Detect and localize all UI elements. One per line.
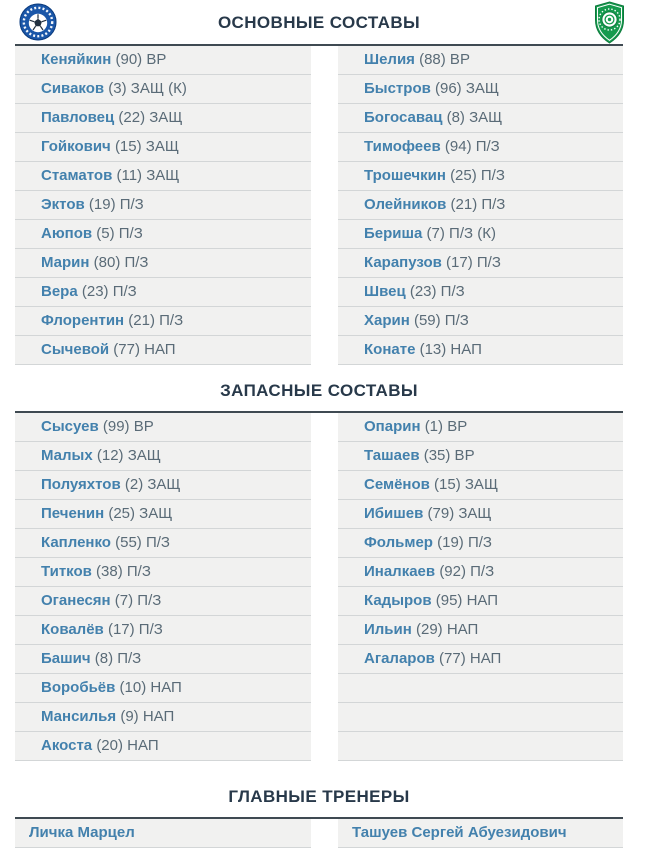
- player-name-link[interactable]: Ибишев: [364, 505, 424, 522]
- player-row: [15, 500, 311, 529]
- player-number-position: (8) ЗАЩ: [446, 109, 503, 126]
- player-row: [338, 75, 623, 104]
- player-number-position: (7) П/З (К): [426, 225, 496, 242]
- player-row: [15, 191, 311, 220]
- player-number-position: (11) ЗАЩ: [116, 167, 180, 184]
- home-team-crest-icon[interactable]: [19, 3, 57, 46]
- player-name-link[interactable]: Печенин: [41, 505, 105, 522]
- section-head-coaches: [15, 787, 623, 848]
- player-name-link[interactable]: Иналкаев: [364, 563, 436, 580]
- player-row: [15, 558, 311, 587]
- player-row: [15, 616, 311, 645]
- player-name-link[interactable]: Агаларов: [364, 650, 435, 667]
- player-number-position: (92) П/З: [439, 563, 495, 580]
- player-row: [15, 336, 311, 365]
- home-main-squad-list: [15, 46, 311, 365]
- subs-columns: [15, 411, 623, 761]
- player-number-position: (94) П/З: [444, 138, 500, 155]
- player-row: [338, 220, 623, 249]
- coach-row: [338, 819, 623, 848]
- player-number-position: (1) ВР: [424, 418, 468, 435]
- player-number-position: (35) ВР: [423, 447, 475, 464]
- player-number-position: (99) ВР: [102, 418, 154, 435]
- player-number-position: (10) НАП: [119, 679, 182, 696]
- player-name-link[interactable]: Полуяхтов: [41, 476, 121, 493]
- player-number-position: (7) П/З: [114, 592, 162, 609]
- player-number-position: (88) ВР: [419, 51, 470, 68]
- player-row: [338, 500, 623, 529]
- player-number-position: (29) НАП: [415, 621, 479, 638]
- player-number-position: (22) ЗАЩ: [118, 109, 183, 126]
- player-row: [15, 645, 311, 674]
- player-row: [338, 616, 623, 645]
- player-name-link[interactable]: Ташаев: [364, 447, 420, 464]
- player-row: [15, 278, 311, 307]
- player-name-link[interactable]: Павловец: [41, 109, 115, 126]
- player-name-link[interactable]: Вера: [41, 283, 78, 300]
- player-number-position: (90) ВР: [115, 51, 167, 68]
- player-row: [15, 587, 311, 616]
- player-number-position: (19) П/З: [88, 196, 144, 213]
- player-name-link[interactable]: Марин: [41, 254, 90, 271]
- player-number-position: (77) НАП: [113, 341, 176, 358]
- player-number-position: (21) П/З: [128, 312, 184, 329]
- player-row: [15, 732, 311, 761]
- player-row: [15, 220, 311, 249]
- away-coach-list: [338, 819, 623, 848]
- player-row: [15, 442, 311, 471]
- away-team-crest-icon[interactable]: [593, 1, 626, 49]
- player-number-position: (79) ЗАЩ: [427, 505, 492, 522]
- player-name-link[interactable]: Акоста: [41, 737, 93, 754]
- player-row: [338, 645, 623, 674]
- player-name-link[interactable]: Гойкович: [41, 138, 111, 155]
- player-name-link[interactable]: Сычевой: [41, 341, 110, 358]
- player-number-position: (55) П/З: [115, 534, 170, 551]
- player-number-position: (38) П/З: [96, 563, 151, 580]
- away-subs-list: [338, 413, 623, 761]
- player-name-link[interactable]: Капленко: [41, 534, 111, 551]
- player-row: [15, 307, 311, 336]
- main-squads-columns: [15, 46, 623, 365]
- player-number-position: (3) ЗАЩ (К): [108, 80, 187, 97]
- player-row: [338, 104, 623, 133]
- player-row: [338, 46, 623, 75]
- player-row: [338, 133, 623, 162]
- section-title-coaches: ГЛАВНЫЕ ТРЕНЕРЫ: [228, 787, 410, 806]
- player-number-position: (23) П/З: [81, 283, 137, 300]
- player-row: [15, 703, 311, 732]
- coaches-columns: [15, 817, 623, 848]
- player-number-position: (59) П/З: [413, 312, 469, 329]
- section-title-subs: ЗАПАСНЫЕ СОСТАВЫ: [220, 381, 418, 400]
- player-number-position: (25) П/З: [450, 167, 505, 184]
- player-number-position: (15) ЗАЩ: [434, 476, 499, 493]
- player-name-link[interactable]: Ильин: [364, 621, 412, 638]
- coach-name-link[interactable]: Личка Марцел: [29, 824, 135, 841]
- player-name-link[interactable]: Аюпов: [41, 225, 93, 242]
- player-name-link[interactable]: Опарин: [364, 418, 421, 435]
- player-number-position: (21) П/З: [450, 196, 506, 213]
- section-title-main: ОСНОВНЫЕ СОСТАВЫ: [217, 13, 421, 32]
- player-row: [15, 133, 311, 162]
- player-name-link[interactable]: Тимофеев: [364, 138, 441, 155]
- player-name-link[interactable]: Бериша: [364, 225, 423, 242]
- section-substitutes: [15, 381, 623, 761]
- player-name-link[interactable]: Флорентин: [41, 312, 125, 329]
- player-name-link[interactable]: Фольмер: [364, 534, 433, 551]
- player-number-position: (96) ЗАЩ: [435, 80, 499, 97]
- player-name-link[interactable]: Сиваков: [41, 80, 105, 97]
- player-row: [15, 413, 311, 442]
- player-number-position: (8) П/З: [94, 650, 142, 667]
- player-name-link[interactable]: Харин: [364, 312, 410, 329]
- player-number-position: (9) НАП: [120, 708, 175, 725]
- player-row: [338, 529, 623, 558]
- player-row: [338, 442, 623, 471]
- player-name-link[interactable]: Воробьёв: [41, 679, 116, 696]
- player-name-link[interactable]: Эктов: [41, 196, 85, 213]
- player-row: [338, 249, 623, 278]
- player-row: [15, 162, 311, 191]
- player-name-link[interactable]: Титков: [41, 563, 92, 580]
- player-name-link[interactable]: Трошечкин: [364, 167, 446, 184]
- player-row: [338, 703, 623, 732]
- player-row: [338, 558, 623, 587]
- player-number-position: (23) П/З: [409, 283, 465, 300]
- player-name-link[interactable]: Быстров: [364, 80, 431, 97]
- player-number-position: (25) ЗАЩ: [108, 505, 173, 522]
- player-name-link[interactable]: Шелия: [364, 51, 415, 68]
- player-number-position: (95) НАП: [435, 592, 499, 609]
- coach-row: [15, 819, 311, 848]
- section-main-squads: [15, 0, 623, 365]
- player-number-position: (12) ЗАЩ: [96, 447, 161, 464]
- player-number-position: (77) НАП: [439, 650, 502, 667]
- coach-name-link[interactable]: Ташуев Сергей Абуезидович: [352, 824, 567, 841]
- player-row: [15, 529, 311, 558]
- player-row: [338, 471, 623, 500]
- player-row: [338, 336, 623, 365]
- player-number-position: (17) П/З: [446, 254, 501, 271]
- player-row: [338, 413, 623, 442]
- lineups-header: [15, 0, 623, 46]
- player-row: [338, 162, 623, 191]
- home-coach-list: [15, 819, 311, 848]
- player-number-position: (5) П/З: [96, 225, 143, 242]
- player-name-link[interactable]: Кадыров: [364, 592, 432, 609]
- player-name-link[interactable]: Олейников: [364, 196, 447, 213]
- player-name-link[interactable]: Малых: [41, 447, 93, 464]
- player-row: [338, 278, 623, 307]
- player-name-link[interactable]: Кеняйкин: [41, 51, 112, 68]
- player-row: [15, 674, 311, 703]
- player-row: [338, 674, 623, 703]
- player-number-position: (15) ЗАЩ: [114, 138, 179, 155]
- home-subs-list: [15, 413, 311, 761]
- player-number-position: (17) П/З: [107, 621, 163, 638]
- player-row: [338, 732, 623, 761]
- player-name-link[interactable]: Карапузов: [364, 254, 442, 271]
- player-row: [338, 587, 623, 616]
- player-number-position: (80) П/З: [93, 254, 149, 271]
- player-name-link[interactable]: Стаматов: [41, 167, 113, 184]
- player-row: [338, 191, 623, 220]
- player-number-position: (13) НАП: [419, 341, 482, 358]
- player-name-link[interactable]: Оганесян: [41, 592, 111, 609]
- player-row: [15, 471, 311, 500]
- player-name-link[interactable]: Мансилья: [41, 708, 117, 725]
- player-name-link[interactable]: Сысуев: [41, 418, 99, 435]
- player-row: [338, 307, 623, 336]
- player-row: [15, 75, 311, 104]
- player-row: [15, 104, 311, 133]
- away-main-squad-list: [338, 46, 623, 365]
- player-name-link[interactable]: Конате: [364, 341, 416, 358]
- player-number-position: (20) НАП: [96, 737, 159, 754]
- player-name-link[interactable]: Башич: [41, 650, 91, 667]
- player-name-link[interactable]: Ковалёв: [41, 621, 104, 638]
- player-name-link[interactable]: Богосавац: [364, 109, 443, 126]
- player-number-position: (2) ЗАЩ: [124, 476, 181, 493]
- player-number-position: (19) П/З: [437, 534, 492, 551]
- player-name-link[interactable]: Швец: [364, 283, 406, 300]
- player-name-link[interactable]: Семёнов: [364, 476, 430, 493]
- player-row: [15, 46, 311, 75]
- player-row: [15, 249, 311, 278]
